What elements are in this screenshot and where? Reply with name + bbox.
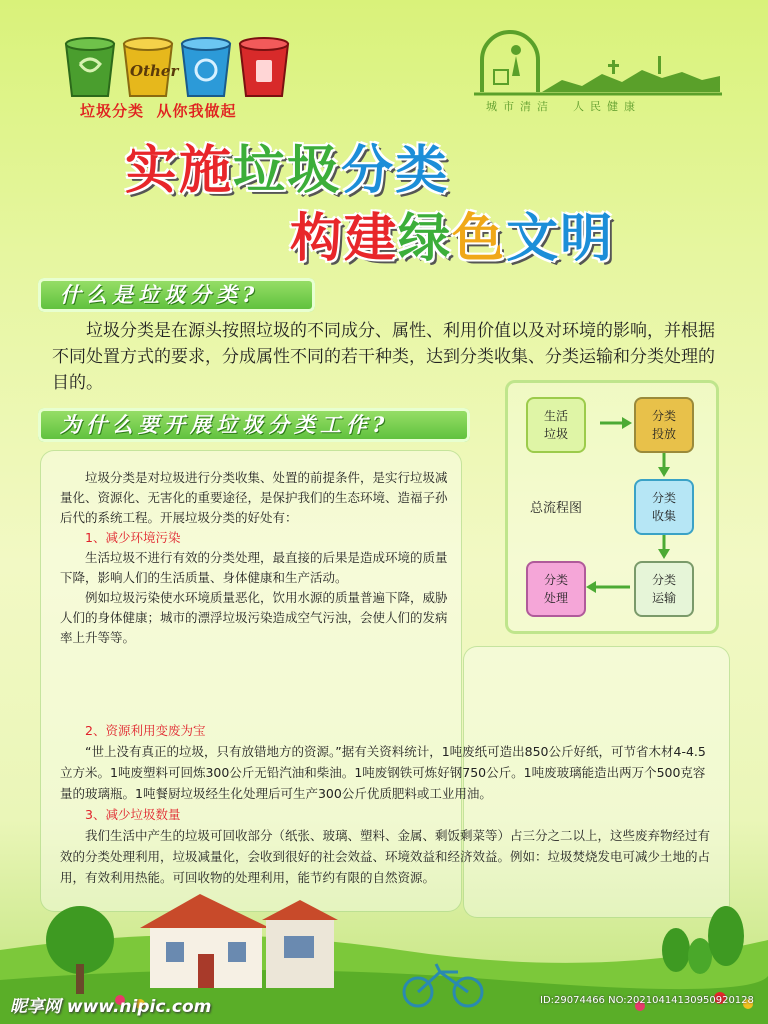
green-bin-icon [66, 38, 114, 96]
title-char: 构 [290, 209, 345, 269]
why-intro: 垃圾分类是对垃圾进行分类收集、处置的前提条件，是实行垃圾减量化、资源化、无害化的重要途径，是保护我们的生态环境、造福子孙后代的系统工程。开展垃圾分类的好处有： [60, 470, 448, 525]
image-id-text: ID:29074466 NO:20210414130950920128 [540, 995, 754, 1006]
title-char: 色 [452, 209, 507, 269]
flow-arrows [508, 383, 716, 631]
title-char: 明 [560, 209, 615, 269]
what-body: 垃圾分类是在源头按照垃圾的不同成分、属性、利用价值以及对环境的影响，并根据不同处置方式的要求，分成属性不同的若干种类，达到分类收集、分类运输和分类处理的目的。 [52, 321, 715, 393]
flowchart [505, 380, 719, 634]
title-char: 类 [395, 141, 450, 201]
other-label: Other [130, 62, 179, 80]
house-icon [140, 894, 338, 988]
point1-paragraph1: 生活垃圾不进行有效的分类处理，最直接的后果是造成环境的质量下降，影响人们的生活质量、身体健康和生产活动。 [60, 550, 448, 585]
why-content-bottom [60, 720, 715, 888]
bin-slogan: 垃圾分类 从你我做起 [80, 102, 237, 120]
title-char: 分 [341, 141, 396, 201]
flow-node-sorted-treatment: 分类 处理 [526, 561, 586, 617]
section-title-why: 为什么要开展垃圾分类工作? [38, 408, 470, 442]
flowchart-label: 总流程图 [530, 501, 583, 516]
point2-title: 2、资源利用变废为宝 [85, 723, 206, 738]
main-title-line2 [290, 196, 614, 271]
title-char: 垃 [233, 141, 288, 201]
yellow-bin-icon [124, 38, 179, 96]
title-char: 施 [179, 141, 234, 201]
flow-node-sorted-disposal: 分类 投放 [634, 397, 694, 453]
title-char: 圾 [287, 141, 342, 201]
section-title-what: 什么是垃圾分类? [38, 278, 315, 312]
title-char: 绿 [398, 209, 453, 269]
point1-paragraph2: 例如垃圾污染使水环境质量恶化，饮用水源的质量普遍下降，威胁人们的身体健康；城市的漂浮垃圾污染造成空气污浊，会使人们的发病率上升等等。 [60, 590, 448, 645]
tree-icon [662, 906, 744, 974]
title-char: 建 [344, 209, 399, 269]
point1-title: 1、减少环境污染 [85, 530, 181, 545]
why-content-top [60, 468, 452, 648]
city-clean-logo [472, 30, 724, 100]
title-char: 文 [506, 209, 561, 269]
flow-node-domestic-waste: 生活 垃圾 [526, 397, 586, 453]
flow-node-sorted-collection: 分类 收集 [634, 479, 694, 535]
watermark: 昵享网 www.nipic.com [10, 997, 212, 1017]
point3-body: 我们生活中产生的垃圾可回收部分（纸张、玻璃、塑料、金属、剩饭剩菜等）占三分之二以上，这些废弃物经过有效的分类处理利用，垃圾减量化，会收到很好的社会效益、环境效益和经济效益。例如：垃圾焚烧发电可减少土地的占用，有效利用热能。可回收物的处理利用，能节约有限的自然资源。 [60, 828, 711, 885]
garbage-bins-illustration [62, 34, 302, 100]
blue-bin-icon [182, 38, 230, 96]
flow-node-sorted-transport: 分类 运输 [634, 561, 694, 617]
title-char: 实 [125, 141, 180, 201]
red-bin-icon [240, 38, 288, 96]
point2-body: “世上没有真正的垃圾，只有放错地方的资源。”据有关资料统计，1吨废纸可造出850公斤好纸，可节省木材4-4.5立方米。1吨废塑料可回炼300公斤无铅汽油和柴油。1吨废钢铁可炼好钢750公斤。1吨废玻璃能造出两万个500克容量的玻璃瓶。1吨餐厨垃圾经生化处理后可生产300公斤优质肥料或工业用油。 [60, 744, 706, 801]
brand-slogan: 城市清洁 人民健康 [486, 100, 641, 113]
point3-title: 3、减少垃圾数量 [85, 807, 181, 822]
main-title-line1 [125, 128, 449, 203]
